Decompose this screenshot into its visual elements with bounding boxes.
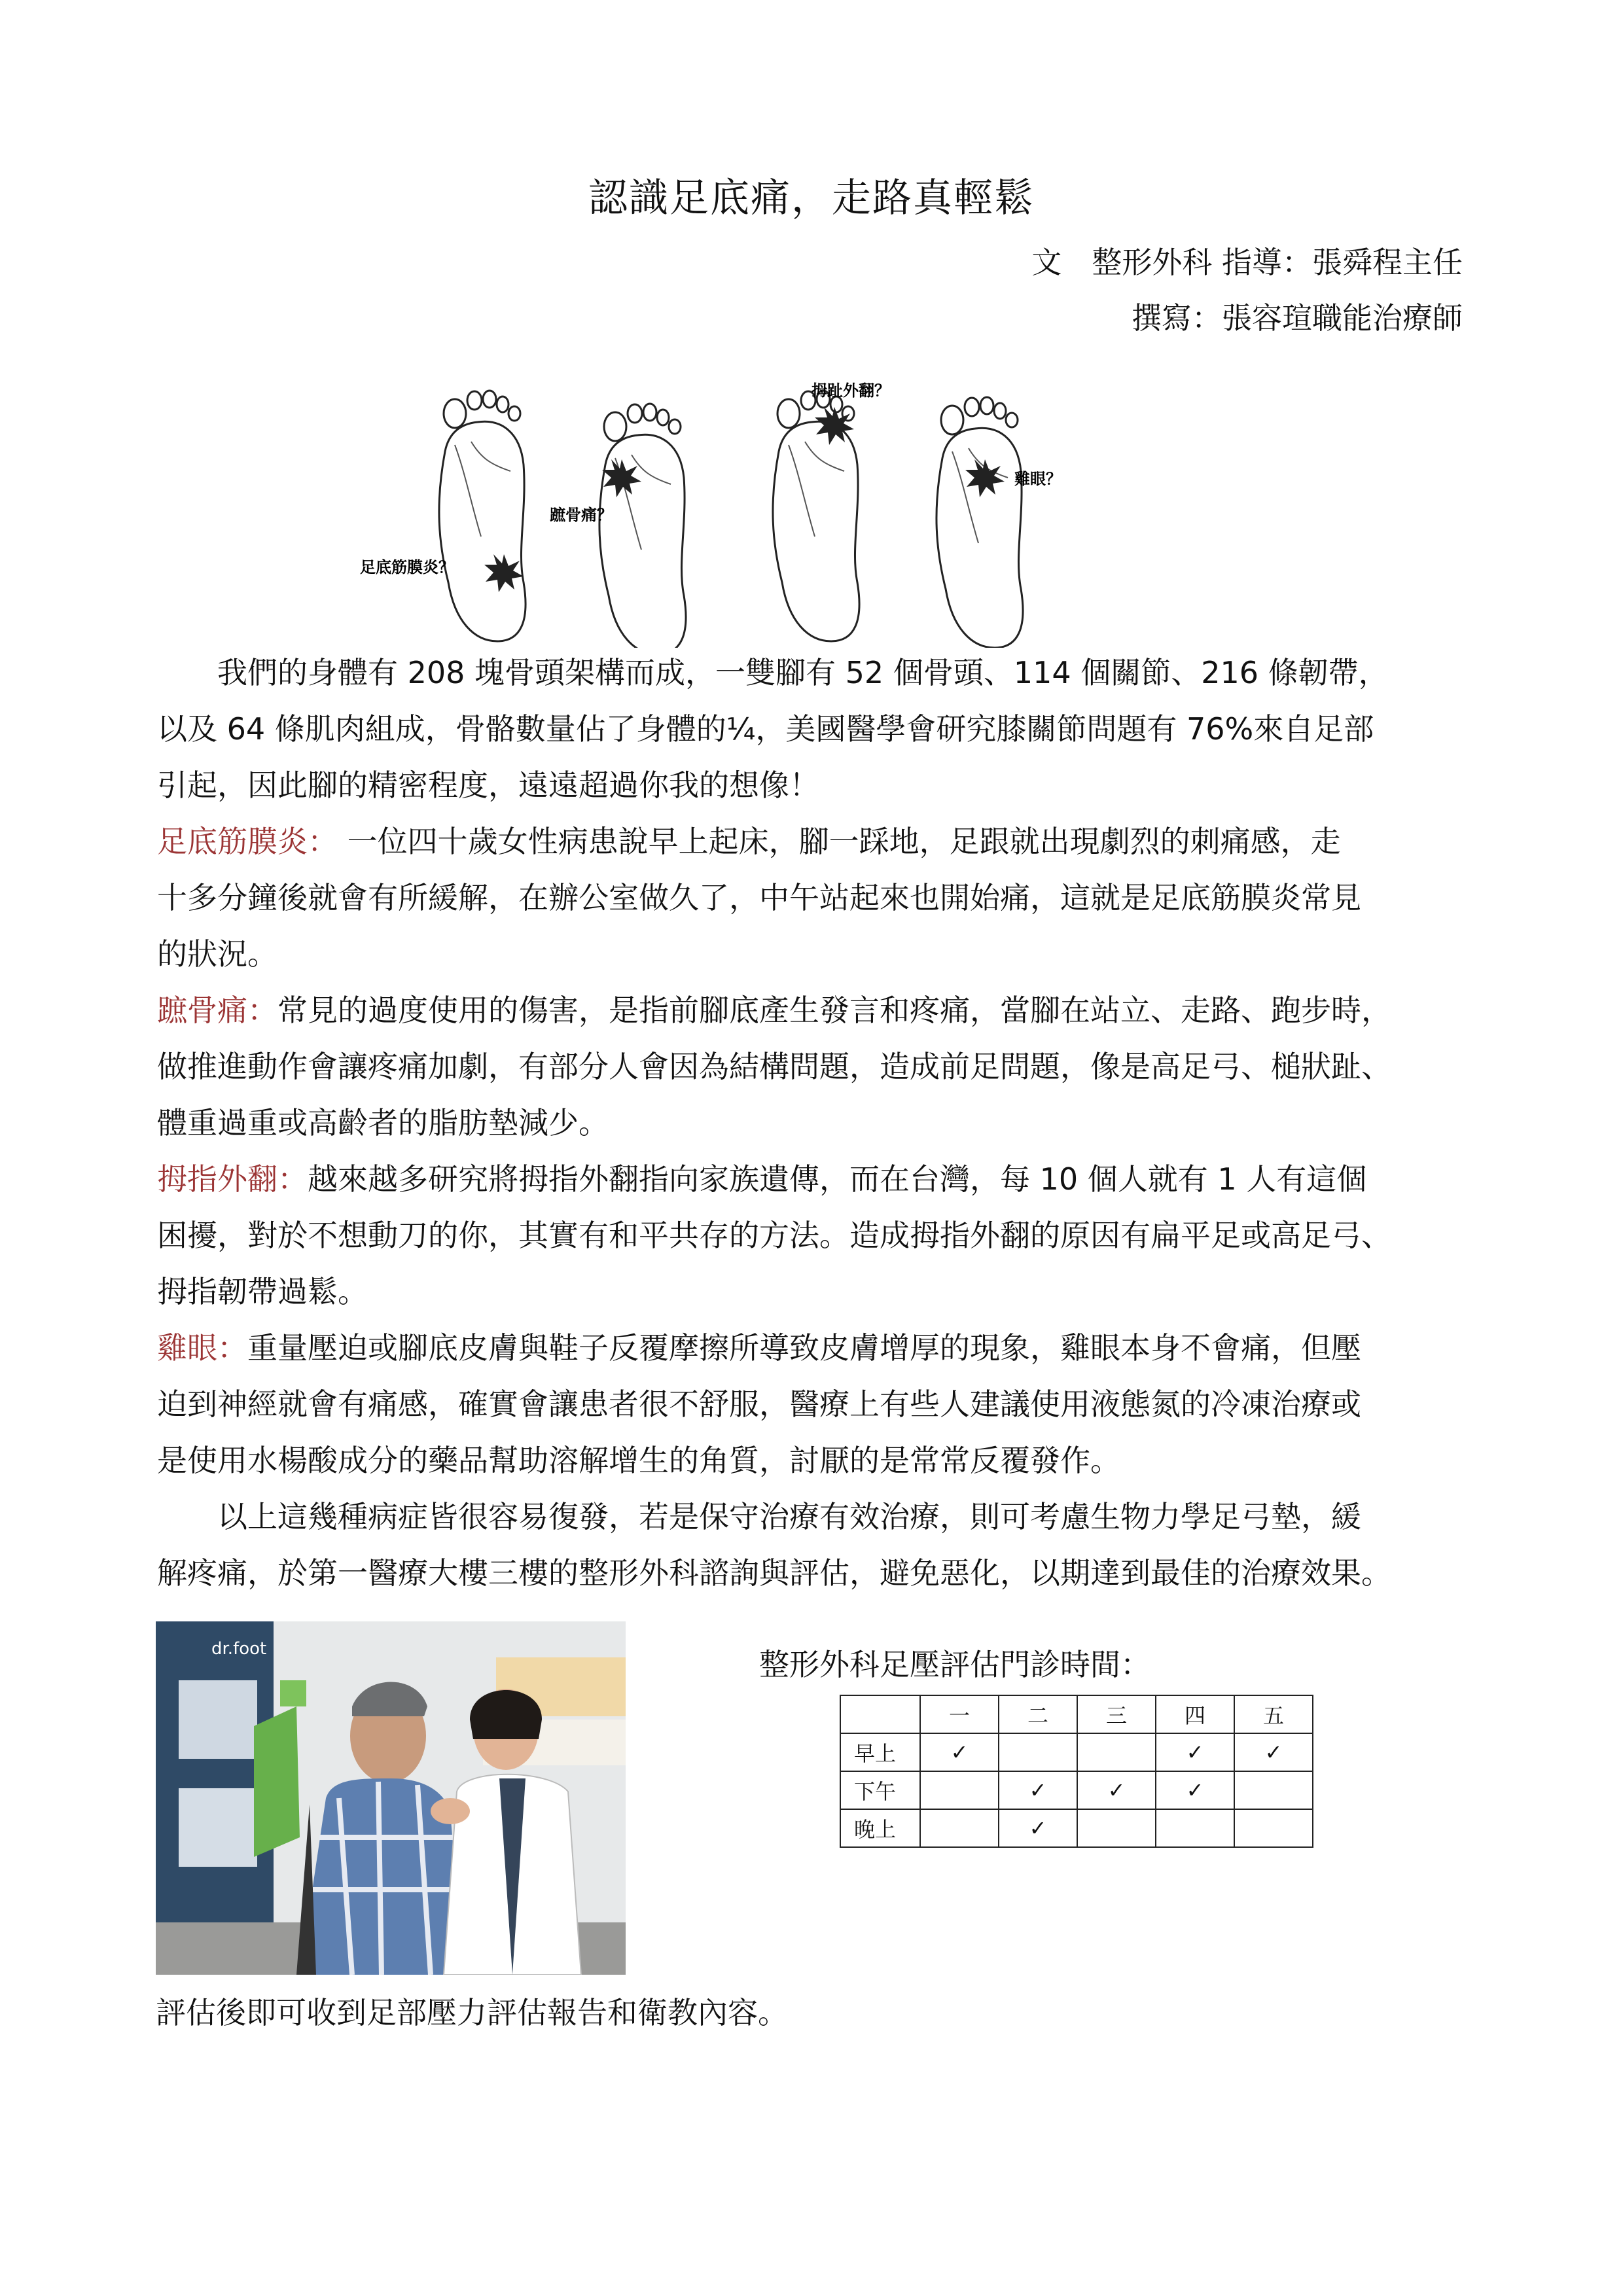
conclusion-line-2: 解疼痛，於第一醫療大樓三樓的整形外科諮詢與評估，避免惡化，以期達到最佳的治療效果。 xyxy=(157,1555,1391,1591)
metatarsal-line-1: 常見的過度使用的傷害，是指前腳底產生發言和疼痛，當腳在站立、走路、跑步時， xyxy=(277,993,1391,1028)
schedule-header-row xyxy=(840,1695,1313,1733)
schedule-cell xyxy=(920,1771,999,1809)
label-corn: 雞眼？ xyxy=(1014,470,1061,488)
corn-line-1: 重量壓迫或腳底皮膚與鞋子反覆摩擦所導致皮膚增厚的現象，雞眼本身不會痛，但壓 xyxy=(247,1330,1361,1366)
day-header: 三 xyxy=(1077,1695,1156,1733)
foot-4 xyxy=(936,397,1023,648)
schedule-cell xyxy=(1234,1809,1313,1847)
session-label: 早上 xyxy=(840,1733,920,1771)
day-header: 二 xyxy=(999,1695,1077,1733)
corn-line-2: 迫到神經就會有痛感，確實會讓患者很不舒服，醫療上有些人建議使用液態氮的冷凍治療或 xyxy=(157,1386,1361,1422)
corn-section xyxy=(157,1320,1472,1489)
hallux-line-3: 拇指韌帶過鬆。 xyxy=(157,1274,368,1309)
schedule-corner-cell xyxy=(840,1695,920,1733)
metatarsalgia-label: 蹠骨痛： xyxy=(157,993,277,1028)
metatarsal-line-3: 體重過重或高齡者的脂肪墊減少。 xyxy=(157,1105,609,1140)
plantar-line-3: 的狀況。 xyxy=(157,936,277,972)
conclusion-paragraph xyxy=(157,1489,1472,1601)
foot-2 xyxy=(599,404,686,648)
schedule-table xyxy=(840,1695,1313,1848)
foot-pain-illustration xyxy=(353,373,1126,648)
session-label: 晚上 xyxy=(840,1809,920,1847)
metatarsal-line-2: 做推進動作會讓疼痛加劇，有部分人會因為結構問題，造成前足問題，像是高足弓、槌狀趾、 xyxy=(157,1049,1391,1084)
conclusion-line-1: 以上這幾種病症皆很容易復發，若是保守治療有效治療，則可考慮生物力學足弓墊，緩 xyxy=(217,1499,1361,1534)
corn-label: 雞眼： xyxy=(157,1330,247,1366)
schedule-cell xyxy=(1077,1809,1156,1847)
schedule-row xyxy=(840,1809,1313,1847)
foot-3 xyxy=(773,391,859,641)
schedule-cell xyxy=(1234,1771,1313,1809)
plantar-line-1: 一位四十歲女性病患說早上起床，腳一踩地，足跟就出現劇烈的刺痛感，走 xyxy=(338,824,1341,859)
schedule-row xyxy=(840,1733,1313,1771)
label-metatarsalgia: 蹠骨痛？ xyxy=(550,506,613,524)
corn-line-3: 是使用水楊酸成分的藥品幫助溶解增生的角質，討厭的是常常反覆發作。 xyxy=(157,1443,1120,1478)
day-header: 一 xyxy=(920,1695,999,1733)
footer-note: 評估後即可收到足部壓力評估報告和衛教內容。 xyxy=(156,1995,788,2030)
schedule-cell: ✓ xyxy=(1156,1771,1234,1809)
schedule-cell: ✓ xyxy=(999,1771,1077,1809)
plantar-line-2: 十多分鐘後就會有所緩解，在辦公室做久了，中午站起來也開始痛，這就是足底筋膜炎常見 xyxy=(157,880,1361,915)
plantar-fasciitis-label: 足底筋膜炎： xyxy=(157,824,338,859)
schedule-cell xyxy=(1156,1809,1234,1847)
schedule-cell: ✓ xyxy=(920,1733,999,1771)
metatarsalgia-section xyxy=(157,982,1472,1151)
page-title: 認識足底痛，走路真輕鬆 xyxy=(588,175,1035,221)
clinic-photo xyxy=(156,1621,626,1975)
byline-author: 撰寫：張容瑄職能治療師 xyxy=(1132,300,1463,336)
label-plantar-fasciitis: 足底筋膜炎？ xyxy=(360,558,454,576)
foot-1 xyxy=(439,391,526,641)
hallux-valgus-label: 拇指外翻： xyxy=(157,1161,308,1197)
schedule-cell xyxy=(1077,1733,1156,1771)
intro-line-2: 以及 64 條肌肉組成，骨骼數量佔了身體的¼，美國醫學會研究膝關節問題有 76%來自足部 xyxy=(157,711,1374,747)
hallux-line-2: 困擾，對於不想動刀的你，其實有和平共存的方法。造成拇指外翻的原因有扁平足或高足弓、 xyxy=(157,1218,1391,1253)
intro-line-3: 引起，因此腳的精密程度，遠遠超過你我的想像！ xyxy=(157,768,819,803)
schedule-row xyxy=(840,1771,1313,1809)
schedule-title: 整形外科足壓評估門診時間： xyxy=(759,1647,1150,1682)
schedule-cell: ✓ xyxy=(1234,1733,1313,1771)
hallux-valgus-section xyxy=(157,1151,1472,1320)
day-header: 五 xyxy=(1234,1695,1313,1733)
schedule-cell: ✓ xyxy=(1156,1733,1234,1771)
hallux-line-1: 越來越多研究將拇指外翻指向家族遺傳，而在台灣，每 10 個人就有 1 人有這個 xyxy=(308,1161,1367,1197)
byline-department: 文 整形外科 指導：張舜程主任 xyxy=(1031,245,1463,280)
schedule-cell: ✓ xyxy=(999,1809,1077,1847)
session-label: 下午 xyxy=(840,1771,920,1809)
schedule-cell xyxy=(920,1809,999,1847)
schedule-cell: ✓ xyxy=(1077,1771,1156,1809)
day-header: 四 xyxy=(1156,1695,1234,1733)
schedule-cell xyxy=(999,1733,1077,1771)
label-hallux-valgus: 拇趾外翻？ xyxy=(812,381,890,400)
photo-sign-text: dr.foot xyxy=(211,1639,267,1659)
intro-paragraph xyxy=(157,645,1472,813)
plantar-fasciitis-section xyxy=(157,813,1472,982)
intro-line-1: 我們的身體有 208 塊骨頭架構而成，一雙腳有 52 個骨頭、114 個關節、216 條韌帶， xyxy=(217,655,1389,690)
